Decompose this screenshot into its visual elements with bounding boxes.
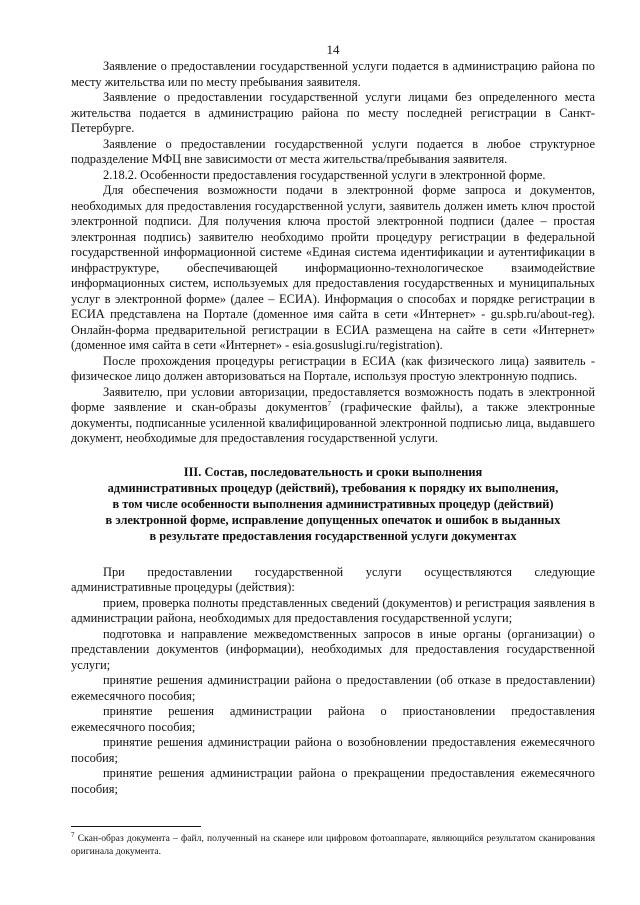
procedure-item: принятие решения администрации района о предоставлении (об отказе в предоставлении) ежемесячного пособия; (71, 673, 595, 703)
procedures-intro: При предоставлении государственной услуги осуществляются следующие административные процедуры (действия): (71, 564, 595, 594)
paragraph-homeless: Заявление о предоставлении государственной услуги лицами без определенного места жительства подается в администрацию района по месту последней регистрации в Санкт-Петербурге. (71, 90, 595, 135)
footnote-number: 7 (71, 830, 75, 839)
paragraph-scans-end: (графические файлы), а также электронные документы, подписанные усиленной квалифицированной электронной подписью лица, выдавшего документ, необходимые для предоставления государственной услуги. (71, 400, 596, 445)
paragraph-esia: Для обеспечения возможности подачи в электронной форме запроса и документов, необходимых для предоставления государственной услуги, заявитель должен иметь ключ простой электронной подписи. Для получения ключа простой электронной подписи (далее – простая электронная подпись) заявителю необходимо пройти процедуру регистрации в федеральной государственной информационной системе «Единая система идентификации и аутентификации в инфраструктуре, обеспечивающей информационно-технологическое взаимодействие информационных систем, используемых для предоставления государственных и муниципальных услуг в электронной форме» (далее – ЕСИА). Информация о способах и порядке регистрации в ЕСИА представлена на Портале (доменное имя сайта в сети «Интернет» - gu.spb.ru/about-reg). Онлайн-форма предварительной регистрации в ЕСИА размещена на сайте в сети «Интернет» (доменное имя сайта в сети «Интернет» - esia.gosuslugi.ru/registration). (71, 183, 595, 352)
section-heading-line: III. Состав, последовательность и сроки выполнения (183, 464, 483, 479)
procedure-item: подготовка и направление межведомственных запросов в иные органы (организации) о представлении документов (информации), необходимых для предоставления государственной услуги; (71, 626, 595, 672)
procedure-item: принятие решения администрации района о приостановлении предоставления ежемесячного пособия; (71, 704, 595, 734)
footnote-text: Скан-образ документа – файл, полученный на сканере или цифровом фотоаппарате, являющийся результатом сканирования оригинала документа. (71, 833, 595, 857)
procedures-list (71, 565, 595, 798)
paragraph-clause-2-18-2: 2.18.2. Особенности предоставления государственной услуги в электронной форме. (103, 167, 546, 182)
section-heading (71, 464, 595, 544)
section-heading-line: в том числе особенности выполнения административных процедур (действий) (112, 496, 554, 511)
paragraph-residence: Заявление о предоставлении государственной услуги подается в администрацию района по месту жительства или по месту пребывания заявителя. (71, 59, 595, 89)
footnote-separator (71, 826, 201, 827)
paragraph-portal-auth: После прохождения процедуры регистрации в ЕСИА (как физического лица) заявитель - физическое лицо должен авторизоваться на Портале, используя простую электронную подпись. (71, 353, 595, 383)
procedure-item: прием, проверка полноты представленных сведений (документов) и регистрация заявления в администрации района, необходимых для предоставления государственной услуги; (71, 595, 595, 625)
paragraph-scans (71, 385, 595, 447)
section-heading-line: административных процедур (действий), требования к порядку их выполнения, (107, 480, 559, 495)
paragraph-scans-start: Заявителю, при условии авторизации, предоставляется возможность подать в электронной форме заявление и скан-образы документов (71, 384, 595, 414)
section-heading-line: в результате предоставления государственной услуги документах (149, 528, 517, 543)
footnote-reference: 7 (327, 399, 331, 408)
body-text (71, 59, 595, 447)
procedure-item: принятие решения администрации района о прекращении предоставления ежемесячного пособия; (71, 766, 595, 796)
paragraph-mfc: Заявление о предоставлении государственной услуги подается в любое структурное подразделение МФЦ вне зависимости от места жительства/пребывания заявителя. (71, 136, 595, 166)
page-number: 14 (326, 42, 340, 57)
section-heading-line: в электронной форме, исправление допущенных опечаток и ошибок в выданных (105, 512, 561, 527)
procedure-item: принятие решения администрации района о возобновлении предоставления ежемесячного пособия; (71, 735, 595, 765)
footnote (71, 832, 595, 858)
